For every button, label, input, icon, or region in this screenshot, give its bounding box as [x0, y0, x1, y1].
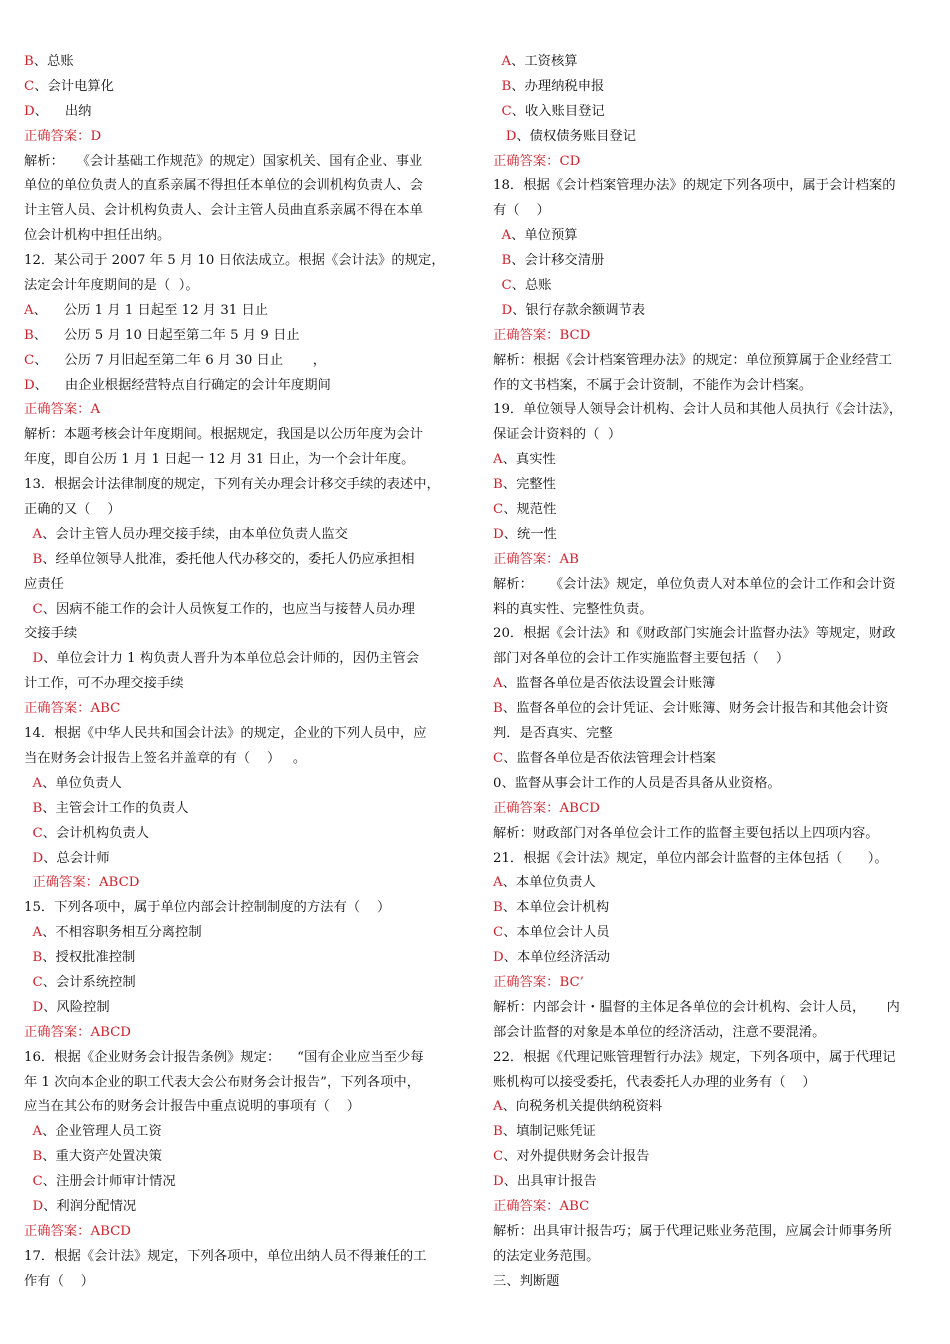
option-letter: B: [32, 800, 43, 816]
correct-answer: [24, 1021, 464, 1046]
text-line: 计工作，可不办理交接手续: [24, 676, 184, 692]
text-line: 0、监督从事会计工作的人员是否具备从业资格。: [493, 775, 781, 791]
answer-option: [493, 1095, 933, 1120]
correct-answer-text: 正确答案：AB: [493, 551, 579, 567]
option-letter: B: [493, 701, 503, 717]
answer-option: [24, 324, 464, 349]
option-text: 、 公历 7 月旧起至第二年 6 月 30 日止 ，: [34, 352, 327, 368]
option-text: 、会计电算化: [34, 78, 114, 94]
option-letter: D: [505, 128, 517, 144]
option-text: 、 由企业根据经营特点自行确定的会计年度期间: [34, 377, 331, 393]
answer-option: [24, 996, 464, 1021]
option-text: 、利润分配情况: [43, 1198, 137, 1214]
correct-answer-text: 正确答案：ABCD: [493, 800, 600, 816]
answer-option: [493, 274, 933, 299]
text-line: 料的真实性、完整性负责。: [493, 601, 653, 617]
text-line: 解析： 《会计基础工作规范》的规定）国家机关、国有企业、事业: [24, 153, 423, 169]
text-line: 解析：内部会计・腽督的主体足各单位的会计机构、会计人员， 内: [493, 999, 900, 1015]
correct-answer: [493, 150, 933, 175]
option-text: 、企业管理人员工资: [42, 1124, 162, 1140]
answer-option: [493, 75, 933, 100]
option-text: 、因病不能工作的会计人员恢复工作的，也应当与接替人员办理: [42, 601, 415, 617]
answer-option: [493, 224, 933, 249]
answer-option: [493, 125, 933, 150]
text-line: 年度，即自公历 1 月 1 日起一 12 月 31 日止，为一个会计年度。: [24, 452, 415, 468]
answer-option: [493, 921, 933, 946]
option-letter: C: [32, 1174, 43, 1190]
answer-option: [24, 374, 464, 399]
option-letter: C: [493, 750, 504, 766]
option-letter: D: [32, 999, 44, 1015]
text-line: 15．下列各项中，属于单位内部会计控制制度的方法有（ ）: [24, 900, 391, 916]
text-line: 作的文书档案，不属于会计资制，不能作为会计档案。: [493, 377, 813, 393]
answer-option: [24, 921, 464, 946]
option-letter: C: [493, 1149, 504, 1165]
answer-option: [24, 1170, 464, 1195]
text-line: 解析：根据《会计档案管理办法》的规定：单位预算属于企业经营工: [493, 352, 892, 368]
correct-answer: [24, 1220, 464, 1245]
option-text: 、出具审计报告: [503, 1174, 597, 1190]
answer-option: [24, 822, 464, 847]
answer-option: [493, 473, 933, 498]
answer-option: [493, 249, 933, 274]
answer-option: [24, 1145, 464, 1170]
option-text: 、办理纳税申报: [511, 78, 605, 94]
right-column: [493, 50, 933, 1295]
option-letter: C: [32, 825, 43, 841]
text-line: 解析：本题考核会计年度期间。根据规定，我国是以公历年度为会计: [24, 427, 423, 443]
option-letter: A: [32, 526, 43, 542]
option-text: 、会计机构负责人: [42, 825, 150, 841]
text-line: 17．根据《会计法》规定，下列各项中，单位出纳人员不得兼任的工: [24, 1248, 427, 1264]
answer-option: [493, 498, 933, 523]
option-text: 、完整性: [502, 477, 556, 493]
correct-answer-text: 正确答案：ABC: [493, 1198, 590, 1214]
option-letter: C: [32, 601, 43, 617]
option-text: 、单位会计力 1 构负责人晋升为本单位总会计师的，因仍主管会: [43, 651, 420, 667]
option-text: 、重大资产处置决策: [42, 1149, 162, 1165]
option-text: 、本单位会计机构: [502, 900, 610, 916]
answer-option: [493, 946, 933, 971]
option-text: 、向税务机关提供纳税资料: [502, 1099, 663, 1115]
text-line: 20．根据《会计法》和《财政部门实施会计监督办法》等规定，财政: [493, 626, 896, 642]
correct-answer: [493, 324, 933, 349]
option-text: 、 公历 1 月 1 日起至 12 月 31 日止: [33, 302, 269, 318]
option-letter: D: [32, 1198, 44, 1214]
option-letter: A: [501, 54, 512, 69]
option-text: 、监督各单位是否依法管理会计档案: [503, 750, 716, 766]
answer-option: [24, 647, 464, 672]
option-letter: A: [32, 1124, 43, 1140]
option-text: 、不相容职务相互分离控制: [42, 925, 202, 941]
option-indent: [493, 129, 506, 144]
text-line: 部会计监督的对象是本单位的经济活动，注意不要混淆。: [493, 1024, 826, 1040]
answer-option: [24, 946, 464, 971]
option-letter: B: [501, 78, 512, 94]
option-text: 、规范性: [503, 502, 557, 518]
option-text: 、收入账目登记: [511, 103, 605, 119]
answer-option: [24, 75, 464, 100]
text-line: 19．单位领导人领导会计机构、会计人员和其他人员执行《会计法》，: [493, 402, 903, 418]
answer-option: [24, 1120, 464, 1145]
option-text: 、 出纳: [34, 103, 92, 119]
correct-answer: [24, 398, 464, 423]
correct-answer-text: 正确答案：BCD: [493, 327, 591, 343]
option-letter: B: [32, 551, 43, 567]
option-text: 、注册会计师审计情况: [42, 1174, 176, 1190]
option-letter: A: [493, 875, 503, 891]
answer-option: [493, 896, 933, 921]
text-line: 16．根据《企业财务会计报告条例》规定： “国有企业应当至少每: [24, 1049, 424, 1065]
answer-option: [493, 299, 933, 324]
answer-option: [24, 772, 464, 797]
correct-answer: [24, 125, 464, 150]
text-line: 账机构可以接受委托，代表委托人办理的业务有（ ）: [493, 1074, 816, 1090]
correct-answer-text: 正确答案：D: [24, 128, 102, 144]
text-line: 解析： 《会计法》规定，单位负责人对本单位的会计工作和会计资: [493, 576, 896, 592]
option-letter: D: [493, 1174, 504, 1190]
text-line: 作有（ ）: [24, 1273, 95, 1289]
correct-answer-text: 正确答案：ABCD: [24, 1223, 131, 1239]
text-line: 法定会计年度期间的是（ ）。: [24, 278, 199, 294]
correct-answer-text: 正确答案：CD: [493, 153, 581, 169]
option-letter: B: [493, 1124, 503, 1140]
option-text: 、对外提供财务会计报告: [503, 1149, 650, 1165]
text-line: 正确的又（ ）: [24, 502, 121, 518]
answer-option: [24, 598, 464, 623]
option-letter: A: [32, 925, 43, 941]
answer-option: [24, 797, 464, 822]
option-letter: B: [493, 477, 503, 493]
option-text: 、会计主管人员办理交接手续，由本单位负责人监交: [42, 526, 348, 542]
answer-option: [24, 971, 464, 996]
answer-option: [493, 1120, 933, 1145]
option-letter: D: [32, 850, 44, 866]
option-text: 、 公历 5 月 10 日起至第二年 5 月 9 日止: [33, 327, 300, 343]
option-text: 、总会计师: [43, 850, 110, 866]
option-text: 、本单位会计人员: [503, 925, 610, 941]
correct-answer: [493, 971, 933, 996]
option-letter: A: [493, 452, 503, 468]
option-text: 、会计系统控制: [42, 974, 136, 990]
text-line: 解析：财政部门对各单位会计工作的监督主要包括以上四项内容。: [493, 825, 879, 841]
option-text: 、监督各单位是否依法设置会计账簿: [502, 676, 716, 692]
left-column: [24, 50, 464, 1295]
option-letter: C: [501, 103, 512, 119]
correct-answer: [24, 871, 464, 896]
text-line: 13．根据会计法律制度的规定，下列有关办理会计移交手续的表述中，: [24, 477, 440, 493]
text-line: 计主管人员、会计机构负责人、会计主管人员曲直系亲属不得在本单: [24, 203, 423, 219]
option-letter: D: [501, 302, 513, 318]
answer-option: [24, 1195, 464, 1220]
option-letter: A: [32, 775, 43, 791]
correct-answer: [493, 1195, 933, 1220]
option-text: 、本单位负责人: [502, 875, 596, 891]
option-letter: B: [493, 900, 503, 916]
option-letter: C: [493, 925, 504, 941]
option-letter: B: [32, 950, 43, 966]
correct-answer: [493, 797, 933, 822]
option-letter: B: [24, 327, 34, 343]
option-text: 、总账: [33, 54, 74, 69]
correct-answer-text: 正确答案：ABCD: [24, 1024, 131, 1040]
option-letter: D: [493, 950, 504, 966]
text-line: 交接手续: [24, 626, 78, 642]
option-text: 、工资核算: [511, 54, 578, 69]
option-letter: D: [32, 651, 44, 667]
option-text: 、银行存款余额调节表: [512, 302, 646, 318]
option-text: 、主管会计工作的负责人: [42, 800, 189, 816]
correct-answer-text: 正确答案：BC’: [493, 974, 584, 990]
option-letter: B: [501, 253, 512, 269]
option-letter: D: [24, 103, 35, 119]
text-line: 三、判断题: [493, 1273, 560, 1289]
text-line: 22．根据《代理记账管理暂行办法》规定，下列各项中，属于代理记: [493, 1049, 896, 1065]
answer-option: [493, 1145, 933, 1170]
text-line: 14．根据《中华人民共和国会计法》的规定，企业的下列人员中，应: [24, 726, 427, 742]
text-line: 21．根据《会计法》规定，单位内部会计监督的主体包括（ ）。: [493, 850, 888, 866]
text-line: 解析：出具审计报告巧；属于代理记账业务范围，应属会计师事务所: [493, 1223, 892, 1239]
text-line: 12．某公司于 2007 年 5 月 10 日依法成立。根据《会计法》的规定，: [24, 253, 445, 269]
text-line: 年 1 次向本企业的职工代表大会公布财务会计报告”，下列各项中，: [24, 1074, 421, 1090]
answer-option: [493, 50, 933, 75]
answer-option: [24, 100, 464, 125]
option-letter: B: [24, 54, 34, 69]
text-line: 应责任: [24, 576, 64, 592]
correct-answer-text: 正确答案：ABCD: [32, 875, 140, 891]
option-letter: C: [501, 278, 512, 294]
option-letter: A: [493, 1099, 503, 1115]
answer-option: [24, 548, 464, 573]
option-text: 、单位预算: [511, 228, 578, 244]
correct-answer-text: 正确答案：A: [24, 402, 101, 418]
option-letter: A: [24, 302, 34, 318]
text-line: 有（ ）: [493, 203, 550, 219]
option-letter: A: [493, 676, 503, 692]
text-line: 单位的单位负责人的直系亲属不得担任本单位的会训机构负责人、会: [24, 178, 423, 194]
option-letter: D: [493, 526, 504, 542]
option-text: 、单位负责人: [42, 775, 122, 791]
text-line: 部门对各单位的会计工作实施监督主要包括（ ）: [493, 651, 790, 667]
option-text: 、真实性: [502, 452, 556, 468]
answer-option: [493, 871, 933, 896]
option-text: 、本单位经济活动: [503, 950, 611, 966]
correct-answer: [24, 697, 464, 722]
option-text: 、总账: [511, 278, 552, 294]
correct-answer-text: 正确答案：ABC: [24, 701, 121, 717]
option-text: 、会计移交清册: [511, 253, 605, 269]
text-line: 应当在其公布的财务会计报告中重点说明的事项有（ ）: [24, 1099, 361, 1115]
answer-option: [493, 672, 933, 697]
correct-answer: [493, 548, 933, 573]
option-text: 、监督各单位的会计凭证、会计账簿、财务会计报告和其他会计资: [502, 701, 889, 717]
answer-option: [493, 523, 933, 548]
answer-option: [24, 523, 464, 548]
option-letter: B: [32, 1149, 43, 1165]
answer-option: [493, 747, 933, 772]
answer-option: [493, 697, 933, 722]
answer-option: [493, 448, 933, 473]
option-letter: C: [24, 78, 35, 94]
text-line: 18．根据《会计档案管理办法》的规定下列各项中，属于会计档案的: [493, 178, 896, 194]
option-letter: A: [501, 228, 512, 244]
option-letter: C: [24, 352, 35, 368]
answer-option: [493, 1170, 933, 1195]
option-text: 、债权债务账目登记: [516, 128, 637, 144]
answer-option: [24, 50, 464, 75]
option-letter: C: [493, 502, 504, 518]
option-text: 、授权批准控制: [42, 950, 136, 966]
option-letter: C: [32, 974, 43, 990]
text-line: 判．是否真实、完整: [493, 726, 613, 742]
option-text: 、风险控制: [43, 999, 110, 1015]
text-line: 位会计机构中担任出纳。: [24, 228, 171, 244]
option-text: 、填制记账凭证: [502, 1124, 596, 1140]
text-line: 的法定业务范围。: [493, 1248, 600, 1264]
text-line: 保证会计资料的（ ）: [493, 427, 622, 443]
answer-option: [493, 100, 933, 125]
answer-option: [24, 349, 464, 374]
answer-option: [24, 299, 464, 324]
answer-option: [24, 847, 464, 872]
text-line: 当在财务会计报告上签名并盖章的有（ ） 。: [24, 750, 307, 766]
option-text: 、经单位领导人批准，委托他人代办移交的，委托人仍应承担相: [42, 551, 415, 567]
option-letter: D: [24, 377, 35, 393]
option-text: 、统一性: [503, 526, 557, 542]
